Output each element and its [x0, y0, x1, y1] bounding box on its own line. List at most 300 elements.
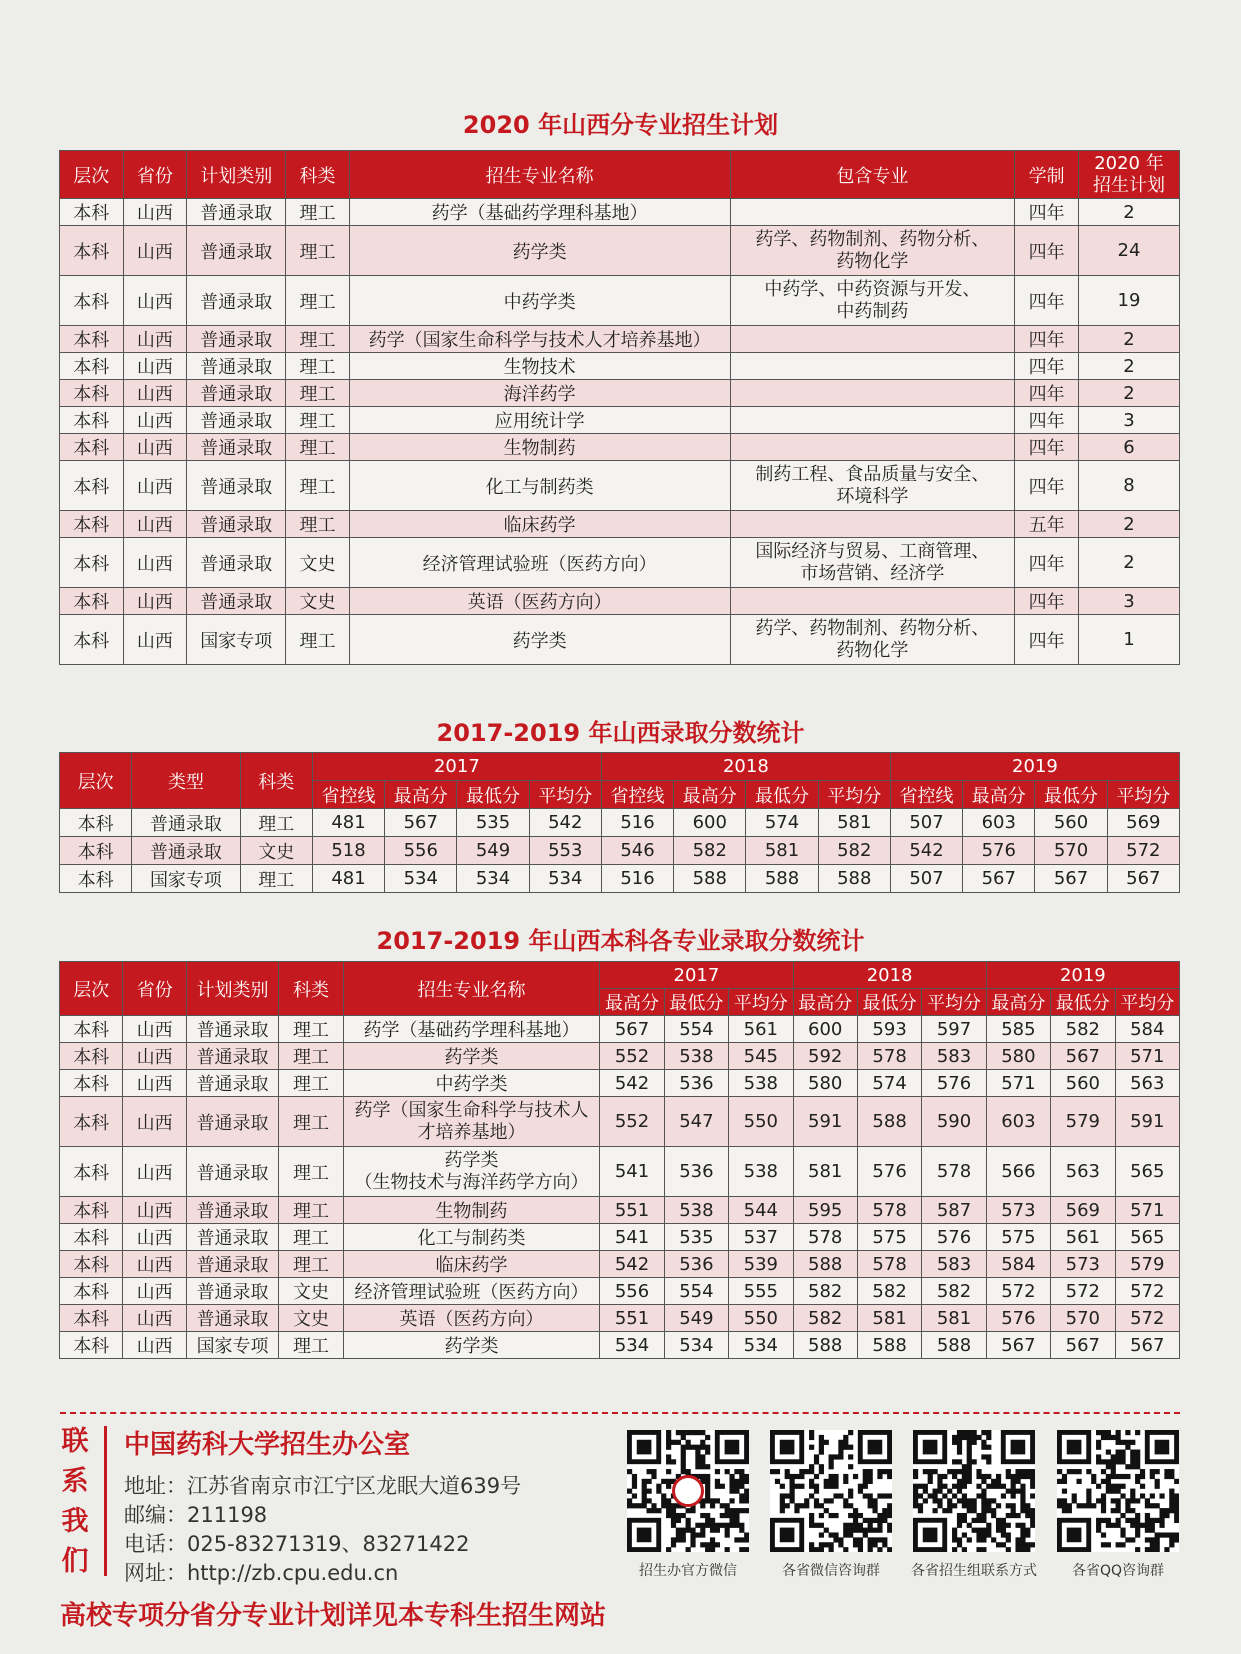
university-logo-icon [672, 1475, 704, 1507]
header-row [60, 962, 1180, 989]
metric-header: 最高分 [385, 781, 457, 809]
value-cell: 585 [986, 1016, 1050, 1043]
value-cell: 583 [922, 1251, 986, 1278]
text-cell: 普通录取 [187, 380, 286, 407]
table-row [60, 809, 1180, 837]
metric-header: 平均分 [818, 781, 890, 809]
text-cell: 海洋药学 [349, 380, 730, 407]
value-cell: 534 [664, 1332, 728, 1359]
footer-note: 高校专项分省分专业计划详见本专科生招生网站 [60, 1601, 607, 1631]
text-cell: 本科 [60, 1043, 123, 1070]
text-cell: 山西 [123, 461, 187, 511]
value-cell: 576 [963, 837, 1035, 865]
value-cell: 561 [729, 1016, 793, 1043]
value-cell: 578 [922, 1147, 986, 1197]
text-cell: 普通录取 [187, 461, 286, 511]
value-cell: 572 [1115, 1305, 1180, 1332]
value-cell: 573 [1051, 1251, 1115, 1278]
value-cell: 554 [664, 1278, 728, 1305]
value-cell: 579 [1051, 1097, 1115, 1147]
value-cell: 570 [1035, 837, 1107, 865]
table-row [60, 461, 1180, 511]
value-cell: 553 [529, 837, 601, 865]
text-cell [730, 434, 1015, 461]
address-text: 地址：江苏省南京市江宁区龙眠大道639号 [124, 1474, 522, 1498]
year-header: 2019 [986, 962, 1179, 989]
value-cell: 536 [664, 1251, 728, 1278]
text-cell: 山西 [123, 1305, 186, 1332]
value-cell: 565 [1115, 1147, 1180, 1197]
metric-header: 最高分 [986, 989, 1050, 1016]
table-row [60, 353, 1180, 380]
text-cell: 本科 [60, 1224, 123, 1251]
value-cell: 578 [857, 1251, 921, 1278]
value-cell: 549 [457, 837, 529, 865]
contact-char: 系 [61, 1466, 89, 1497]
value-cell: 575 [857, 1224, 921, 1251]
text-cell: 本科 [60, 538, 124, 588]
value-cell: 554 [664, 1016, 728, 1043]
column-header: 科类 [240, 753, 312, 809]
text-cell: 理工 [279, 1251, 343, 1278]
text-cell: 普通录取 [187, 326, 286, 353]
value-cell: 578 [857, 1043, 921, 1070]
value-cell: 546 [601, 837, 673, 865]
text-cell: 山西 [123, 353, 187, 380]
value-cell: 552 [600, 1097, 664, 1147]
text-cell: 五年 [1015, 511, 1079, 538]
value-cell: 582 [1051, 1016, 1115, 1043]
text-cell: 理工 [286, 353, 350, 380]
value-cell: 587 [922, 1197, 986, 1224]
text-cell: 本科 [60, 1016, 123, 1043]
header-row [60, 753, 1180, 781]
text-cell: 理工 [286, 615, 350, 665]
text-cell: 普通录取 [186, 1305, 279, 1332]
value-cell: 576 [986, 1305, 1050, 1332]
text-cell: 理工 [279, 1097, 343, 1147]
value-cell: 2 [1078, 380, 1179, 407]
text-cell: 理工 [240, 809, 312, 837]
text-cell: 理工 [286, 434, 350, 461]
value-cell: 576 [922, 1224, 986, 1251]
metric-header: 平均分 [922, 989, 986, 1016]
metric-header: 平均分 [1107, 781, 1179, 809]
text-cell: 普通录取 [186, 1197, 279, 1224]
value-cell: 578 [857, 1197, 921, 1224]
value-cell: 588 [674, 865, 746, 893]
value-cell: 588 [857, 1332, 921, 1359]
text-cell: 山西 [123, 226, 187, 276]
value-cell: 534 [385, 865, 457, 893]
major-scores-title: 2017-2019 年山西本科各专业录取分数统计 [376, 927, 865, 955]
value-cell: 551 [600, 1197, 664, 1224]
text-cell: 本科 [60, 407, 124, 434]
value-cell: 541 [600, 1147, 664, 1197]
metric-header: 最高分 [600, 989, 664, 1016]
text-cell: 国家专项 [132, 865, 240, 893]
value-cell: 570 [1051, 1305, 1115, 1332]
text-cell: 四年 [1015, 199, 1079, 226]
text-cell: 普通录取 [187, 434, 286, 461]
value-cell: 534 [529, 865, 601, 893]
table-row [60, 434, 1180, 461]
value-cell: 580 [793, 1070, 857, 1097]
metric-header: 最高分 [793, 989, 857, 1016]
value-cell: 560 [1051, 1070, 1115, 1097]
text-cell: 理工 [240, 865, 312, 893]
text-cell: 本科 [60, 1147, 123, 1197]
value-cell: 588 [818, 865, 890, 893]
value-cell: 518 [312, 837, 384, 865]
text-cell [730, 326, 1015, 353]
scores-title: 2017-2019 年山西录取分数统计 [436, 719, 805, 747]
text-cell: 普通录取 [187, 199, 286, 226]
value-cell: 565 [1115, 1224, 1180, 1251]
table-row [60, 1097, 1180, 1147]
value-cell: 2 [1078, 353, 1179, 380]
text-cell: 普通录取 [186, 1097, 279, 1147]
value-cell: 581 [857, 1305, 921, 1332]
text-cell: 四年 [1015, 588, 1079, 615]
value-cell: 573 [986, 1197, 1050, 1224]
text-cell: 文史 [240, 837, 312, 865]
text-cell [730, 511, 1015, 538]
text-cell: 生物制药 [343, 1197, 600, 1224]
text-cell: 药学类 [343, 1043, 600, 1070]
column-header: 学制 [1015, 151, 1079, 199]
value-cell: 539 [729, 1251, 793, 1278]
value-cell: 549 [664, 1305, 728, 1332]
metric-header: 最低分 [746, 781, 818, 809]
text-cell: 普通录取 [186, 1043, 279, 1070]
text-cell: 理工 [286, 380, 350, 407]
text-cell: 山西 [123, 588, 187, 615]
value-cell: 584 [986, 1251, 1050, 1278]
text-cell: 药学类 [349, 226, 730, 276]
value-cell: 576 [857, 1147, 921, 1197]
value-cell: 2 [1078, 199, 1179, 226]
metric-header: 省控线 [601, 781, 673, 809]
column-header: 层次 [60, 962, 123, 1016]
scores-table [59, 752, 1180, 893]
text-cell: 山西 [123, 1197, 186, 1224]
metric-header: 最高分 [674, 781, 746, 809]
text-cell: 理工 [286, 407, 350, 434]
value-cell: 581 [793, 1147, 857, 1197]
year-header: 2017 [600, 962, 793, 989]
text-cell: 药学类 [343, 1332, 600, 1359]
contact-bar [104, 1426, 107, 1576]
table-row [60, 199, 1180, 226]
text-cell: 四年 [1015, 380, 1079, 407]
text-cell: 普通录取 [186, 1070, 279, 1097]
value-cell: 556 [385, 837, 457, 865]
website-link[interactable]: 网址：http://zb.cpu.edu.cn [124, 1561, 399, 1585]
value-cell: 545 [729, 1043, 793, 1070]
value-cell: 571 [1115, 1197, 1180, 1224]
text-cell: 化工与制药类 [349, 461, 730, 511]
table-row [60, 1197, 1180, 1224]
value-cell: 550 [729, 1097, 793, 1147]
value-cell: 581 [746, 837, 818, 865]
text-cell: 山西 [123, 615, 187, 665]
text-cell: 生物制药 [349, 434, 730, 461]
text-cell: 药学类 （生物技术与海洋药学方向） [343, 1147, 600, 1197]
text-cell: 山西 [123, 407, 187, 434]
column-header: 层次 [60, 151, 124, 199]
table-row [60, 588, 1180, 615]
text-cell: 普通录取 [186, 1224, 279, 1251]
value-cell: 566 [986, 1147, 1050, 1197]
text-cell: 国家专项 [186, 1332, 279, 1359]
text-cell: 理工 [286, 461, 350, 511]
qr-code-qq-group [1057, 1430, 1179, 1552]
text-cell: 中药学、中药资源与开发、 中药制药 [730, 276, 1015, 326]
text-cell: 山西 [123, 380, 187, 407]
value-cell: 582 [674, 837, 746, 865]
metric-header: 最低分 [1035, 781, 1107, 809]
value-cell: 603 [986, 1097, 1050, 1147]
text-cell: 山西 [123, 1224, 186, 1251]
metric-header: 最低分 [664, 989, 728, 1016]
qr-caption: 各省招生组联系方式 [911, 1563, 1037, 1579]
value-cell: 567 [963, 865, 1035, 893]
value-cell: 569 [1107, 809, 1179, 837]
value-cell: 588 [793, 1332, 857, 1359]
qr-code-wechat-official [627, 1430, 749, 1552]
text-cell: 国际经济与贸易、工商管理、 市场营销、经济学 [730, 538, 1015, 588]
qr-code-wechat-group [770, 1430, 892, 1552]
text-cell: 英语（医药方向） [343, 1305, 600, 1332]
text-cell: 普通录取 [187, 226, 286, 276]
text-cell: 本科 [60, 1097, 123, 1147]
header-row [60, 151, 1180, 199]
contact-char: 们 [61, 1546, 89, 1577]
column-header: 省份 [123, 962, 186, 1016]
table-row [60, 1016, 1180, 1043]
value-cell: 582 [922, 1278, 986, 1305]
text-cell: 药学（基础药学理科基地） [343, 1016, 600, 1043]
text-cell: 理工 [279, 1332, 343, 1359]
value-cell: 567 [1051, 1332, 1115, 1359]
text-cell: 普通录取 [187, 407, 286, 434]
contact-us-label [58, 1422, 92, 1582]
plan-table [59, 150, 1180, 665]
value-cell: 581 [922, 1305, 986, 1332]
value-cell: 8 [1078, 461, 1179, 511]
value-cell: 571 [986, 1070, 1050, 1097]
text-cell: 普通录取 [186, 1251, 279, 1278]
text-cell [730, 199, 1015, 226]
office-name: 中国药科大学招生办公室 [124, 1430, 411, 1460]
text-cell: 普通录取 [132, 809, 240, 837]
text-cell: 理工 [279, 1197, 343, 1224]
value-cell: 581 [818, 809, 890, 837]
table-row [60, 407, 1180, 434]
text-cell: 普通录取 [187, 353, 286, 380]
plan-title: 2020 年山西分专业招生计划 [462, 111, 779, 139]
text-cell: 理工 [286, 199, 350, 226]
text-cell: 山西 [123, 1147, 186, 1197]
value-cell: 24 [1078, 226, 1179, 276]
text-cell: 四年 [1015, 226, 1079, 276]
table-row [60, 1043, 1180, 1070]
text-cell: 理工 [279, 1043, 343, 1070]
text-cell: 理工 [279, 1070, 343, 1097]
year-header: 2018 [793, 962, 986, 989]
value-cell: 542 [600, 1070, 664, 1097]
major-scores-table [59, 961, 1180, 1359]
text-cell: 山西 [123, 434, 187, 461]
text-cell: 四年 [1015, 326, 1079, 353]
value-cell: 571 [1115, 1043, 1180, 1070]
value-cell: 3 [1078, 407, 1179, 434]
text-cell: 文史 [279, 1278, 343, 1305]
value-cell: 582 [818, 837, 890, 865]
text-cell [730, 588, 1015, 615]
value-cell: 572 [1107, 837, 1179, 865]
table-row [60, 615, 1180, 665]
text-cell: 中药学类 [349, 276, 730, 326]
text-cell: 理工 [279, 1016, 343, 1043]
text-cell: 山西 [123, 326, 187, 353]
value-cell: 603 [963, 809, 1035, 837]
value-cell: 567 [1051, 1043, 1115, 1070]
value-cell: 582 [793, 1305, 857, 1332]
value-cell: 560 [1035, 809, 1107, 837]
value-cell: 516 [601, 865, 673, 893]
text-cell: 本科 [60, 199, 124, 226]
value-cell: 588 [793, 1251, 857, 1278]
table-row [60, 1305, 1180, 1332]
metric-header: 最低分 [1051, 989, 1115, 1016]
metric-header: 省控线 [890, 781, 962, 809]
text-cell: 制药工程、食品质量与安全、 环境科学 [730, 461, 1015, 511]
value-cell: 547 [664, 1097, 728, 1147]
text-cell: 理工 [286, 511, 350, 538]
value-cell: 555 [729, 1278, 793, 1305]
text-cell: 本科 [60, 865, 132, 893]
value-cell: 1 [1078, 615, 1179, 665]
value-cell: 591 [793, 1097, 857, 1147]
column-header: 招生专业名称 [349, 151, 730, 199]
year-header: 2018 [601, 753, 890, 781]
text-cell: 山西 [123, 1097, 186, 1147]
value-cell: 600 [793, 1016, 857, 1043]
text-cell: 本科 [60, 276, 124, 326]
text-cell: 本科 [60, 1197, 123, 1224]
value-cell: 19 [1078, 276, 1179, 326]
phone-text: 电话：025-83271319、83271422 [124, 1532, 470, 1556]
value-cell: 542 [890, 837, 962, 865]
column-header: 包含专业 [730, 151, 1015, 199]
value-cell: 567 [385, 809, 457, 837]
text-cell: 普通录取 [187, 588, 286, 615]
text-cell: 药学（国家生命科学与技术人才培养基地） [349, 326, 730, 353]
table-row [60, 1278, 1180, 1305]
table-row [60, 538, 1180, 588]
metric-header: 省控线 [312, 781, 384, 809]
text-cell: 本科 [60, 380, 124, 407]
table-row [60, 1147, 1180, 1197]
table-row [60, 380, 1180, 407]
text-cell: 四年 [1015, 434, 1079, 461]
text-cell: 理工 [286, 276, 350, 326]
text-cell: 药学（国家生命科学与技术人 才培养基地） [343, 1097, 600, 1147]
value-cell: 538 [664, 1197, 728, 1224]
text-cell: 山西 [123, 199, 187, 226]
text-cell [730, 407, 1015, 434]
text-cell: 本科 [60, 434, 124, 461]
text-cell: 药学类 [349, 615, 730, 665]
column-header: 类型 [132, 753, 240, 809]
text-cell: 山西 [123, 1070, 186, 1097]
value-cell: 580 [986, 1043, 1050, 1070]
value-cell: 579 [1115, 1251, 1180, 1278]
text-cell: 理工 [286, 326, 350, 353]
text-cell: 四年 [1015, 461, 1079, 511]
qr-code-contacts [913, 1430, 1035, 1552]
value-cell: 588 [746, 865, 818, 893]
text-cell: 四年 [1015, 353, 1079, 380]
value-cell: 538 [664, 1043, 728, 1070]
text-cell: 本科 [60, 511, 124, 538]
metric-header: 最高分 [963, 781, 1035, 809]
section-divider [60, 1412, 1180, 1414]
column-header: 计划类别 [187, 151, 286, 199]
value-cell: 6 [1078, 434, 1179, 461]
text-cell: 本科 [60, 615, 124, 665]
table-row [60, 276, 1180, 326]
text-cell: 本科 [60, 353, 124, 380]
table-row [60, 837, 1180, 865]
text-cell [730, 353, 1015, 380]
text-cell: 国家专项 [187, 615, 286, 665]
value-cell: 567 [1035, 865, 1107, 893]
text-cell: 药学（基础药学理科基地） [349, 199, 730, 226]
value-cell: 563 [1051, 1147, 1115, 1197]
text-cell: 本科 [60, 461, 124, 511]
value-cell: 567 [600, 1016, 664, 1043]
table-row [60, 1251, 1180, 1278]
value-cell: 593 [857, 1016, 921, 1043]
text-cell: 文史 [286, 588, 350, 615]
text-cell: 生物技术 [349, 353, 730, 380]
text-cell [730, 380, 1015, 407]
value-cell: 535 [457, 809, 529, 837]
column-header: 招生专业名称 [343, 962, 600, 1016]
value-cell: 2 [1078, 538, 1179, 588]
text-cell: 临床药学 [343, 1251, 600, 1278]
text-cell: 理工 [286, 226, 350, 276]
table-row [60, 226, 1180, 276]
text-cell: 理工 [279, 1147, 343, 1197]
value-cell: 591 [1115, 1097, 1180, 1147]
table-row [60, 1332, 1180, 1359]
text-cell: 普通录取 [132, 837, 240, 865]
contact-char: 联 [61, 1426, 89, 1457]
value-cell: 550 [729, 1305, 793, 1332]
text-cell: 本科 [60, 837, 132, 865]
text-cell: 药学、药物制剂、药物分析、 药物化学 [730, 226, 1015, 276]
text-cell: 山西 [123, 1278, 186, 1305]
text-cell: 文史 [279, 1305, 343, 1332]
value-cell: 534 [600, 1332, 664, 1359]
value-cell: 600 [674, 809, 746, 837]
text-cell: 本科 [60, 588, 124, 615]
text-cell: 中药学类 [343, 1070, 600, 1097]
